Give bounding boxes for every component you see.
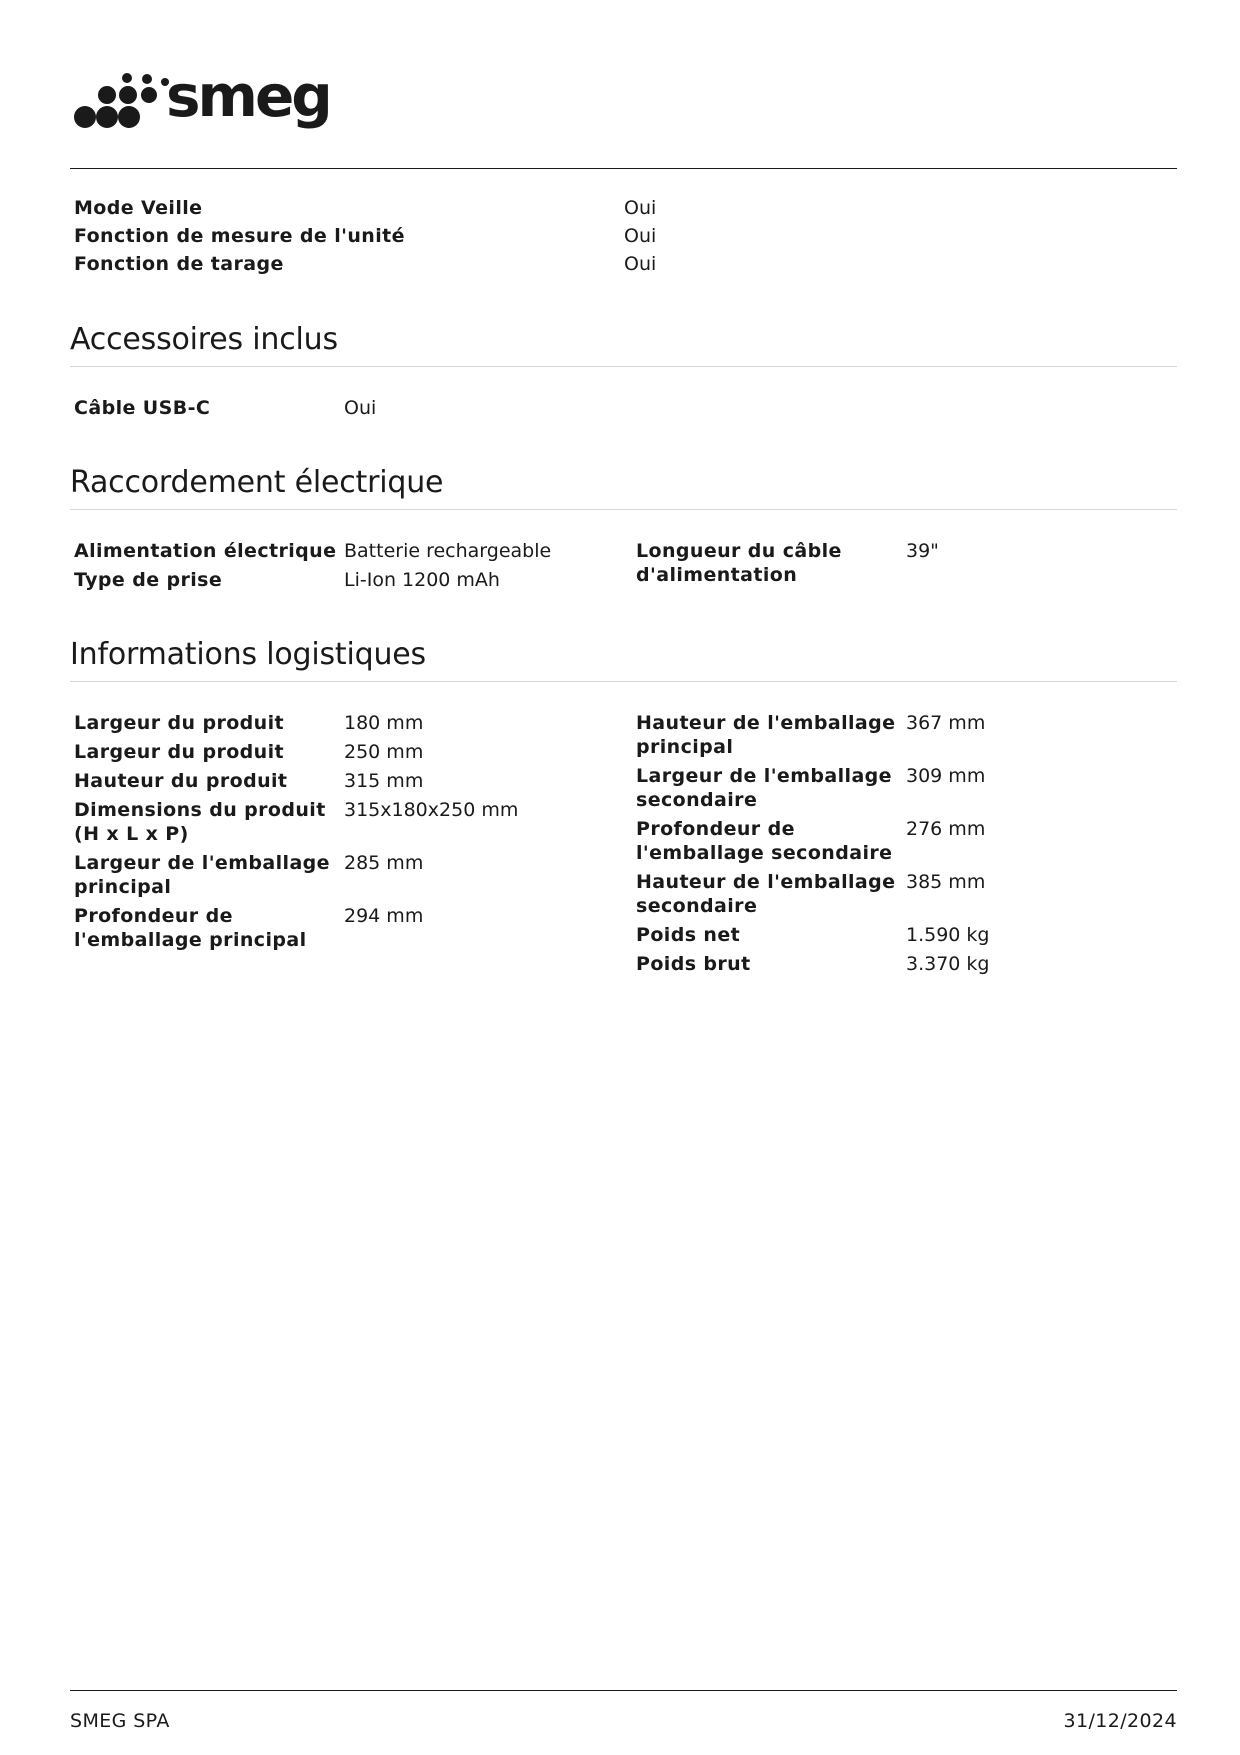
spec-label: Largeur du produit xyxy=(74,712,284,734)
footer-company: SMEG SPA xyxy=(70,1710,170,1732)
spec-value: 1.590 kg xyxy=(906,924,990,946)
logistics-list-left xyxy=(74,711,594,957)
spec-label: Câble USB-C xyxy=(74,397,211,419)
spec-row xyxy=(636,952,1156,976)
spec-value: Oui xyxy=(624,197,657,219)
spec-label: Longueur du câble d'alimentation xyxy=(636,540,842,586)
spec-value: 385 mm xyxy=(906,871,986,893)
spec-row xyxy=(636,711,1156,759)
spec-value: 285 mm xyxy=(344,852,424,874)
section-divider xyxy=(70,509,1177,510)
section-title-electrical: Raccordement électrique xyxy=(70,465,444,500)
spec-value: 180 mm xyxy=(344,712,424,734)
spec-label: Fonction de tarage xyxy=(74,253,284,275)
spec-label: Fonction de mesure de l'unité xyxy=(74,225,405,247)
spec-label: Hauteur du produit xyxy=(74,770,288,792)
spec-value: 315x180x250 mm xyxy=(344,799,519,821)
footer-date: 31/12/2024 xyxy=(1063,1710,1177,1732)
spec-value: Oui xyxy=(344,397,377,419)
spec-label: Poids net xyxy=(636,924,741,946)
spec-value: 3.370 kg xyxy=(906,953,990,975)
spec-row xyxy=(74,396,594,420)
spec-value: 315 mm xyxy=(344,770,424,792)
footer-divider xyxy=(70,1690,1177,1691)
spec-row xyxy=(74,769,594,793)
spec-row xyxy=(636,764,1156,812)
features-list xyxy=(74,196,834,280)
spec-label: Hauteur de l'emballage secondaire xyxy=(636,871,896,917)
spec-row xyxy=(74,568,594,592)
spec-row xyxy=(74,740,594,764)
spec-label: Dimensions du produit (H x L x P) xyxy=(74,799,326,845)
spec-row xyxy=(74,252,834,276)
spec-label: Alimentation électrique xyxy=(74,540,337,562)
spec-row xyxy=(74,539,594,563)
spec-label: Poids brut xyxy=(636,953,751,975)
electrical-list-right xyxy=(636,539,1156,592)
spec-value: 39" xyxy=(906,540,939,562)
spec-label: Hauteur de l'emballage principal xyxy=(636,712,896,758)
spec-value: Batterie rechargeable xyxy=(344,540,552,562)
spec-value: 250 mm xyxy=(344,741,424,763)
section-title-accessories: Accessoires inclus xyxy=(70,322,338,357)
header-divider xyxy=(70,168,1177,169)
spec-label: Mode Veille xyxy=(74,197,203,219)
spec-row xyxy=(74,711,594,735)
spec-row xyxy=(74,224,834,248)
spec-row xyxy=(636,923,1156,947)
spec-value: 367 mm xyxy=(906,712,986,734)
spec-value: 309 mm xyxy=(906,765,986,787)
accessories-list xyxy=(74,396,594,425)
spec-label: Largeur de l'emballage secondaire xyxy=(636,765,892,811)
spec-row xyxy=(636,817,1156,865)
spec-label: Type de prise xyxy=(74,569,223,591)
spec-row xyxy=(636,539,1156,587)
smeg-logo xyxy=(74,72,384,134)
spec-value: Oui xyxy=(624,253,657,275)
spec-label: Profondeur de l'emballage principal xyxy=(74,905,307,951)
spec-label: Profondeur de l'emballage secondaire xyxy=(636,818,893,864)
spec-label: Largeur de l'emballage principal xyxy=(74,852,330,898)
logo-dots xyxy=(74,73,169,128)
spec-value: Oui xyxy=(624,225,657,247)
spec-row xyxy=(74,798,594,846)
logistics-list-right xyxy=(636,711,1156,981)
spec-value: 276 mm xyxy=(906,818,986,840)
spec-label: Largeur du produit xyxy=(74,741,284,763)
spec-row xyxy=(74,196,834,220)
spec-row xyxy=(636,870,1156,918)
logo-wordmark: smeg xyxy=(166,72,330,130)
spec-row xyxy=(74,851,594,899)
section-divider xyxy=(70,366,1177,367)
spec-row xyxy=(74,904,594,952)
spec-value: Li-Ion 1200 mAh xyxy=(344,569,500,591)
electrical-list-left xyxy=(74,539,594,597)
section-divider xyxy=(70,681,1177,682)
spec-value: 294 mm xyxy=(344,905,424,927)
section-title-logistics: Informations logistiques xyxy=(70,637,426,672)
